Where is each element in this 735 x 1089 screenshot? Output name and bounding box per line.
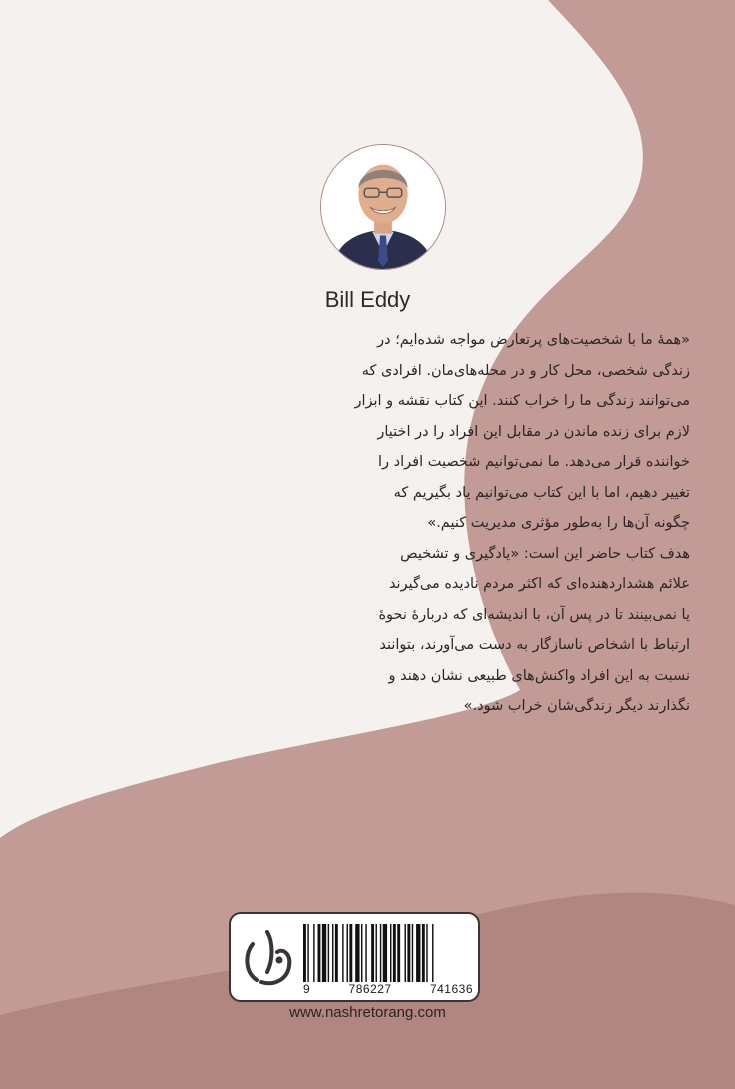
barcode-bar (383, 924, 387, 982)
barcode-bar (347, 924, 348, 982)
barcode-bar (390, 924, 391, 982)
barcode-bar (376, 924, 377, 982)
barcode-number (303, 982, 473, 996)
barcode-bar (303, 924, 306, 982)
barcode-bar (342, 924, 343, 982)
barcode-bar (355, 924, 359, 982)
blurb-line: ارتباط با اشخاص ناسازگار به دست می‌آورند، بتوانند (379, 637, 690, 653)
barcode (303, 924, 471, 982)
barcode-bar (332, 924, 333, 982)
barcode-bar (365, 924, 366, 982)
barcode-bar (307, 924, 308, 982)
barcode-bar (371, 924, 374, 982)
blurb-line: می‌توانند زندگی ما را خراب کنند. این کتاب نقشه و ابزار (354, 393, 690, 409)
barcode-bar (380, 924, 381, 982)
author-photo (320, 144, 446, 270)
blurb-line: تغییر دهیم، اما با این کتاب می‌توانیم یاد بگیریم که (393, 484, 690, 501)
barcode-digits-prefix: 9 (303, 982, 311, 996)
blurb-line: نگذارند دیگر زندگی‌شان خراب شود.» (463, 698, 690, 714)
blurb-line: یا نمی‌بینند تا در پس آن، با اندیشه‌ای که دربارهٔ نحوهٔ (378, 606, 690, 623)
publisher-logo-icon (239, 924, 299, 990)
blurb-line: نسبت به این افراد واکنش‌های طبیعی نشان دهند و (388, 667, 690, 684)
publisher-website: www.nashretorang.com (289, 1004, 446, 1021)
blurb-line: چگونه آن‌ها را به‌طور مؤثری مدیریت کنیم.» (427, 515, 690, 531)
barcode-bar (318, 924, 321, 982)
barcode-bar (397, 924, 400, 982)
barcode-bar (349, 924, 352, 982)
barcode-bar (328, 924, 329, 982)
barcode-bar (313, 924, 314, 982)
barcode-bar (405, 924, 406, 982)
barcode-bar (422, 924, 425, 982)
barcode-bar (322, 924, 326, 982)
blurb-line: زندگی شخصی، محل کار و در محله‌های‌مان. افرادی که (361, 362, 690, 379)
barcode-bar (393, 924, 396, 982)
barcode-bar (416, 924, 420, 982)
blurb-line: علائم هشداردهنده‌ای که اکثر مردم نادیده می‌گیرند (388, 576, 690, 592)
barcode-bar (407, 924, 410, 982)
barcode-bar (426, 924, 427, 982)
barcode-digits-group-2: 741636 (429, 982, 473, 996)
blurb-line: هدف کتاب حاضر این است: «یادگیری و تشخیص (400, 545, 690, 562)
author-name: Bill Eddy (324, 287, 411, 312)
barcode-bar (361, 924, 362, 982)
barcode-bar (335, 924, 338, 982)
barcode-bar (412, 924, 413, 982)
blurb-line: خواننده قرار می‌دهد. ما نمی‌توانیم شخصیت افراد را (378, 454, 690, 470)
barcode-digits-group-1: 786227 (348, 982, 392, 996)
blurb-text (42, 325, 690, 722)
blurb-line: «همهٔ ما با شخصیت‌های پرتعارض مواجه شده‌ایم؛ در (377, 332, 690, 348)
barcode-bar (432, 924, 433, 982)
publisher-box (229, 912, 480, 1002)
blurb-line: لازم برای زنده ماندن در مقابل این افراد را در اختیار (377, 423, 690, 440)
